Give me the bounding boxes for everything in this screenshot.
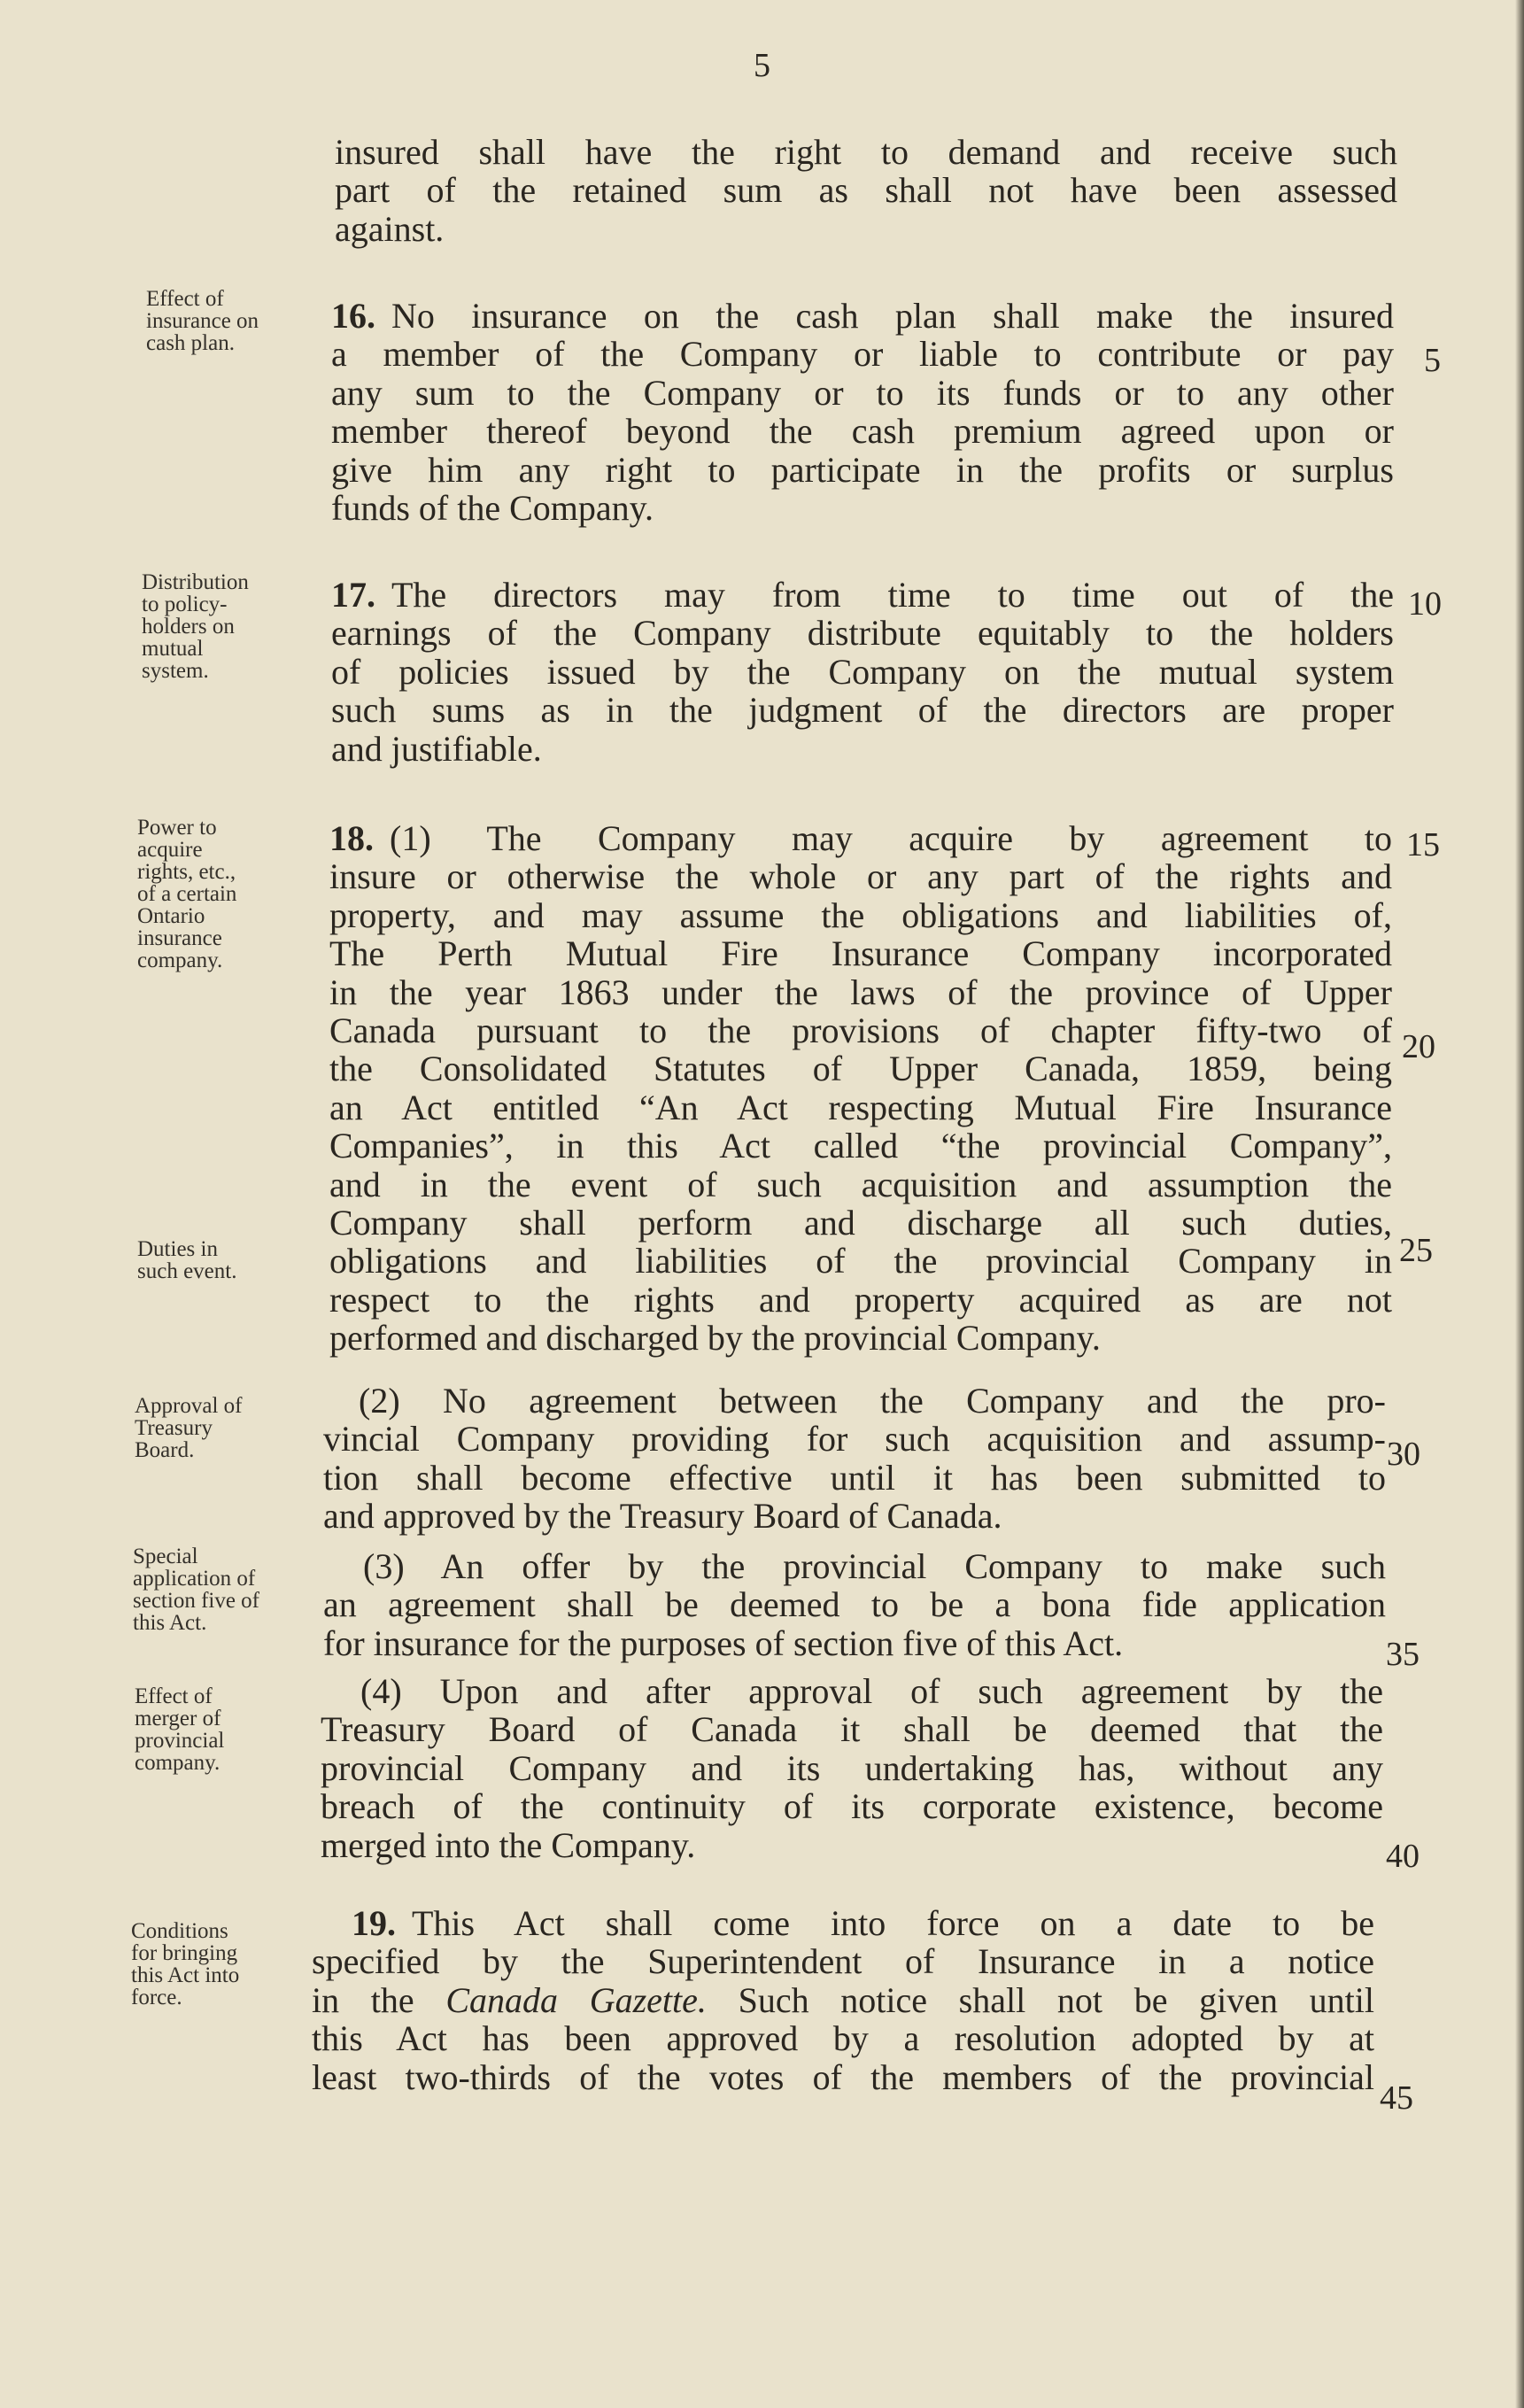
line-number: 40 [1386,1838,1420,1875]
text-line: insure or otherwise the whole or any part of the rights and [329,856,1392,897]
text-line: property, and may assume the obligations and liabilities of, [329,894,1392,935]
line-number: 5 [1424,342,1441,379]
section-18-2 [323,1382,1386,1536]
text-line: and approved by the Treasury Board of Canada. [323,1496,1002,1537]
text-line: 17. The directors may from time to time out of the [331,575,1394,615]
line-number: 10 [1408,585,1442,623]
marginal-note-special-application: Special application of section five of this Act. [133,1545,260,1635]
text-line: breach of the continuity of its corporate existence, become [321,1786,1383,1827]
text-line: Treasury Board of Canada it shall be deemed that the [321,1709,1383,1750]
text-line: performed and discharged by the provincial Company. [329,1318,1101,1359]
text-line: Canada pursuant to the provisions of chapter fifty-two of [329,1010,1392,1051]
text-line: funds of the Company. [331,488,654,529]
text-line: an agreement shall be deemed to be a bona fide application [323,1584,1386,1625]
section-16 [331,297,1394,527]
continued-paragraph [335,133,1397,248]
section-number: 17. [331,575,375,615]
marginal-note-distribution: Distribution to policy- holders on mutual system. [142,570,249,683]
text-line: (3) An offer by the provincial Company to make such [363,1546,1386,1586]
text-line: 18. (1) The Company may acquire by agreement to [329,818,1392,858]
marginal-note-effect-of-merger: Effect of merger of provincial company. [135,1684,225,1775]
text-line: of policies issued by the Company on the mutual system [331,651,1394,692]
text-line: the Consolidated Statutes of Upper Canada, 1859, being [329,1049,1392,1089]
marginal-note-duties: Duties in such event. [137,1237,237,1283]
section-number: 19. [352,1903,396,1943]
line-number: 15 [1406,826,1440,863]
section-18-1 [329,819,1392,1358]
text-line: tion shall become effective until it has been submitted to [323,1457,1386,1498]
text-line: 16. No insurance on the cash plan shall make the insured [331,296,1394,336]
text-line: an Act entitled “An Act respecting Mutual Fire Insurance [329,1087,1392,1127]
text-line: specified by the Superintendent of Insurance in a notice [312,1941,1374,1982]
text-line: (2) No agreement between the Company and the pro- [359,1381,1386,1421]
text-line: in the year 1863 under the laws of the province of Upper [329,972,1392,1012]
text-line: insured shall have the right to demand and receive such [335,132,1397,172]
section-17 [331,576,1394,768]
text-line: The Perth Mutual Fire Insurance Company incorporated [329,933,1392,974]
text-line: against. [335,208,445,249]
section-number: 16. [331,296,375,336]
text-line: and justifiable. [331,728,542,769]
text-line: (4) Upon and after approval of such agreement by the [360,1671,1383,1711]
line-number: 20 [1402,1028,1435,1065]
text-line: vincial Company providing for such acquisition and assump- [323,1419,1386,1460]
text-line: least two-thirds of the votes of the members of the provincial [312,2056,1374,2097]
text-line: provincial Company and its undertaking has, without any [321,1747,1383,1788]
text-line: any sum to the Company or to its funds or to any other [331,372,1394,413]
text-line: part of the retained sum as shall not have been assessed [335,170,1397,211]
page-number: 5 [754,47,770,84]
page-edge-shadow [1515,0,1524,2408]
section-number: 18. [329,818,374,858]
line-number: 35 [1386,1636,1420,1673]
line-number: 30 [1387,1436,1420,1473]
text-line: Companies”, in this Act called “the provincial Company”, [329,1126,1392,1166]
text-line: Company shall perform and discharge all such duties, [329,1203,1392,1243]
text-line: 19. This Act shall come into force on a date to be [352,1903,1374,1943]
text-line: such sums as in the judgment of the directors are proper [331,690,1394,731]
gazette-title: Canada Gazette. [445,1979,707,2020]
line-number: 45 [1380,2079,1413,2117]
section-18-4 [321,1672,1383,1864]
section-18-3 [323,1547,1386,1662]
text-line: merged into the Company. [321,1824,696,1865]
text-line: for insurance for the purposes of section five of this Act. [323,1622,1124,1663]
marginal-note-power-to-acquire: Power to acquire rights, etc., of a certain Ontario insurance company. [137,816,237,972]
text-line: a member of the Company or liable to contribute or pay [331,334,1394,375]
text-line: this Act has been approved by a resolution adopted by at [312,2018,1374,2059]
text-line: member thereof beyond the cash premium agreed upon or [331,411,1394,452]
section-19 [312,1904,1374,2096]
text-line: in the Canada Gazette. Such notice shall not be given until [312,1979,1375,2020]
marginal-note-effect-of-insurance: Effect of insurance on cash plan. [146,287,259,355]
text-line: give him any right to participate in the profits or surplus [331,449,1394,490]
marginal-note-approval: Approval of Treasury Board. [135,1394,243,1462]
text-line: obligations and liabilities of the provincial Company in [329,1241,1392,1281]
text-line: respect to the rights and property acquired as are not [329,1279,1392,1320]
text-line: and in the event of such acquisition and assumption the [329,1164,1392,1204]
line-number: 25 [1399,1232,1433,1269]
marginal-note-conditions: Conditions for bringing this Act into force. [131,1919,240,2009]
text-line: earnings of the Company distribute equitably to the holders [331,613,1394,654]
